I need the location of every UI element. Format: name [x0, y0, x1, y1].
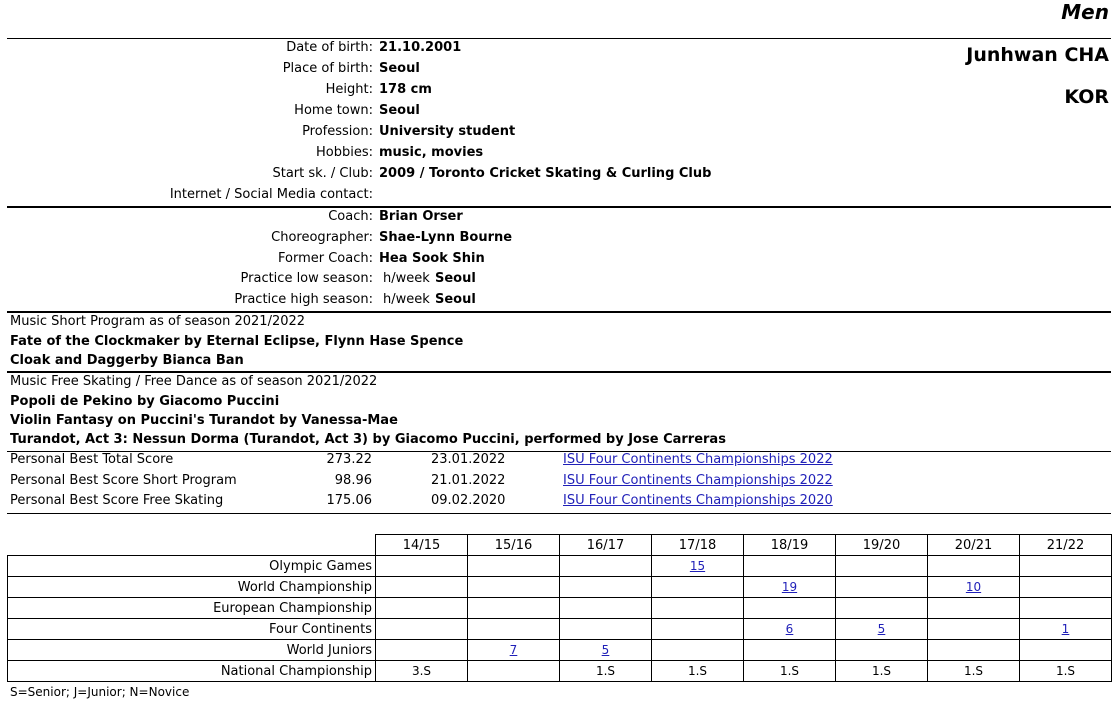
result-cell [928, 598, 1020, 619]
practice-label: Practice high season: [234, 292, 373, 307]
season-header: 14/15 [376, 535, 468, 556]
result-cell [376, 577, 468, 598]
season-header: 16/17 [560, 535, 652, 556]
result-link[interactable]: 19 [781, 580, 798, 594]
result-cell [1020, 577, 1112, 598]
result-value: 1.S [779, 664, 800, 678]
result-cell [744, 619, 836, 640]
result-link[interactable]: 1 [1061, 622, 1070, 636]
info-label: Internet / Social Media contact: [169, 187, 373, 202]
result-cell [560, 640, 652, 661]
practice-place: Seoul [435, 271, 476, 286]
footnote: S=Senior; J=Junior; N=Novice [10, 685, 190, 699]
athlete-nation: KOR [1064, 86, 1109, 108]
result-cell [652, 598, 744, 619]
music-sp-piece: Fate of the Clockmaker by Eternal Eclipse, Flynn Hase Spence [10, 334, 464, 349]
pb-event-link[interactable]: ISU Four Continents Championships 2022 [563, 452, 833, 467]
season-header: 17/18 [652, 535, 744, 556]
result-cell [468, 598, 560, 619]
result-cell [376, 619, 468, 640]
practice-label: Practice low season: [240, 271, 373, 286]
result-cell [928, 661, 1020, 682]
result-link[interactable]: 10 [965, 580, 982, 594]
event-name: European Championship [8, 598, 376, 619]
result-cell [1020, 619, 1112, 640]
coach-value: Hea Sook Shin [379, 251, 485, 266]
result-value: 1.S [963, 664, 984, 678]
result-link[interactable]: 6 [785, 622, 794, 636]
result-cell [652, 577, 744, 598]
result-cell [468, 619, 560, 640]
pb-label: Personal Best Score Free Skating [10, 493, 224, 508]
event-name: Four Continents [8, 619, 376, 640]
info-label: Home town: [294, 103, 373, 118]
results-row [8, 619, 1112, 640]
pb-score: 175.06 [326, 493, 372, 508]
season-header: 18/19 [744, 535, 836, 556]
result-cell [744, 577, 836, 598]
result-cell [560, 577, 652, 598]
info-label: Height: [325, 82, 373, 97]
result-cell [468, 661, 560, 682]
pb-date: 23.01.2022 [431, 452, 506, 467]
result-cell [376, 556, 468, 577]
music-fs-header: Music Free Skating / Free Dance as of season 2021/2022 [10, 374, 378, 389]
event-name: World Juniors [8, 640, 376, 661]
info-value: Seoul [379, 103, 420, 118]
results-row [8, 556, 1112, 577]
pb-label: Personal Best Total Score [10, 452, 174, 467]
result-cell [376, 661, 468, 682]
info-value: Seoul [379, 61, 420, 76]
info-value: University student [379, 124, 516, 139]
result-cell [744, 598, 836, 619]
pb-event-link[interactable]: ISU Four Continents Championships 2020 [563, 493, 833, 508]
result-cell [836, 619, 928, 640]
result-cell [376, 640, 468, 661]
result-cell [928, 640, 1020, 661]
result-cell [836, 598, 928, 619]
info-value: 2009 / Toronto Cricket Skating & Curling Club [379, 166, 712, 181]
result-value: 3.S [411, 664, 432, 678]
info-value: 178 cm [379, 82, 432, 97]
music-fs-piece: Turandot, Act 3: Nessun Dorma (Turandot, Act 3) by Giacomo Puccini, performed by Jose Carreras [10, 432, 726, 447]
category-label: Men [1061, 0, 1109, 24]
season-header: 19/20 [836, 535, 928, 556]
practice-hours: h/week [383, 271, 430, 286]
info-label: Hobbies: [316, 145, 373, 160]
results-header-row [8, 535, 1112, 556]
result-value: 1.S [595, 664, 616, 678]
result-cell [652, 640, 744, 661]
result-cell [560, 556, 652, 577]
result-link[interactable]: 5 [877, 622, 886, 636]
results-row [8, 598, 1112, 619]
result-cell [652, 661, 744, 682]
result-cell [928, 577, 1020, 598]
result-cell [468, 577, 560, 598]
coach-value: Shae-Lynn Bourne [379, 230, 513, 245]
info-label: Date of birth: [286, 40, 373, 55]
coach-label: Coach: [328, 209, 373, 224]
result-cell [836, 556, 928, 577]
result-cell [836, 640, 928, 661]
practice-hours: h/week [383, 292, 430, 307]
result-cell [560, 619, 652, 640]
music-fs-piece: Violin Fantasy on Puccini's Turandot by Vanessa-Mae [10, 413, 398, 428]
info-value: 21.10.2001 [379, 40, 462, 55]
pb-score: 98.96 [334, 472, 372, 488]
practice-place: Seoul [435, 292, 476, 307]
pb-divider [7, 513, 1111, 514]
music-sp-divider [7, 371, 1111, 373]
result-cell [652, 619, 744, 640]
result-cell [652, 556, 744, 577]
result-cell [376, 598, 468, 619]
result-cell [836, 577, 928, 598]
pb-score: 273.22 [326, 452, 372, 467]
personal-divider [7, 206, 1111, 208]
result-cell [744, 640, 836, 661]
result-cell [1020, 661, 1112, 682]
results-row [8, 640, 1112, 661]
result-cell [928, 619, 1020, 640]
result-cell [468, 556, 560, 577]
result-value: 1.S [1055, 664, 1076, 678]
result-cell [744, 661, 836, 682]
music-sp-header: Music Short Program as of season 2021/2022 [10, 314, 306, 329]
coach-label: Choreographer: [271, 230, 373, 245]
result-cell [560, 661, 652, 682]
pb-date: 21.01.2022 [431, 472, 506, 488]
info-label: Place of birth: [282, 61, 373, 76]
info-label: Start sk. / Club: [272, 166, 373, 181]
result-value: 1.S [687, 664, 708, 678]
result-cell [928, 556, 1020, 577]
event-name: National Championship [8, 661, 376, 682]
pb-label: Personal Best Score Short Program [10, 472, 237, 488]
top-divider [7, 38, 1111, 39]
music-sp-piece: Cloak and Daggerby Bianca Ban [10, 353, 244, 368]
pb-event-link[interactable]: ISU Four Continents Championships 2022 [563, 472, 833, 488]
coaching-divider [7, 311, 1111, 313]
result-cell [1020, 556, 1112, 577]
result-cell [1020, 598, 1112, 619]
coach-label: Former Coach: [278, 251, 373, 266]
result-cell [1020, 640, 1112, 661]
coach-value: Brian Orser [379, 209, 463, 224]
info-value: music, movies [379, 145, 484, 160]
result-cell [836, 661, 928, 682]
music-fs-piece: Popoli de Pekino by Giacomo Puccini [10, 394, 280, 409]
event-name: World Championship [8, 577, 376, 598]
athlete-name: Junhwan CHA [966, 44, 1109, 66]
pb-date: 09.02.2020 [431, 493, 506, 508]
result-cell [560, 598, 652, 619]
results-row [8, 661, 1112, 682]
result-link[interactable]: 5 [601, 643, 610, 657]
season-header: 20/21 [928, 535, 1020, 556]
results-table [7, 534, 1112, 682]
result-link[interactable]: 15 [689, 559, 706, 573]
event-name: Olympic Games [8, 556, 376, 577]
season-header: 21/22 [1020, 535, 1112, 556]
results-corner [8, 535, 376, 556]
result-value: 1.S [871, 664, 892, 678]
result-link[interactable]: 7 [509, 643, 518, 657]
result-cell [744, 556, 836, 577]
info-label: Profession: [302, 124, 373, 139]
results-row [8, 577, 1112, 598]
season-header: 15/16 [468, 535, 560, 556]
result-cell [468, 640, 560, 661]
